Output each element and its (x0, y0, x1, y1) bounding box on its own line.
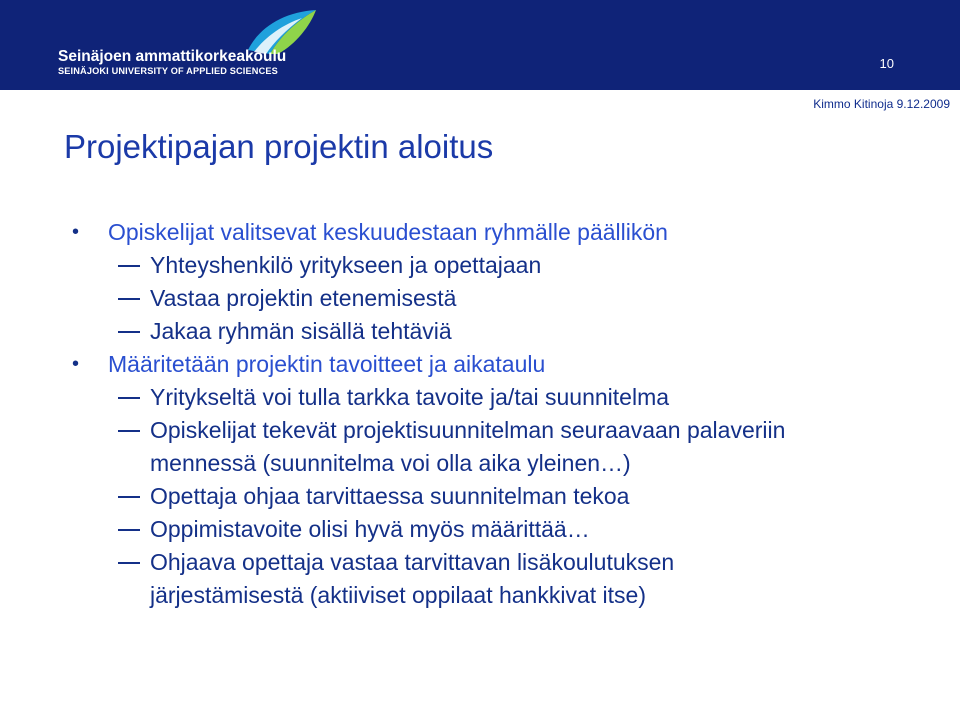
sub-bullet-text: Yhteyshenkilö yritykseen ja opettajaan (150, 252, 542, 278)
dash-icon (118, 397, 140, 399)
sub-bullet-item (0, 381, 960, 414)
sub-bullet-item (0, 249, 960, 282)
sub-bullet-item (0, 282, 960, 315)
sub-bullet-text: Ohjaava opettaja vastaa tarvittavan lisäkoulutuksen (150, 549, 675, 575)
sub-bullet-text: Oppimistavoite olisi hyvä myös määrittää… (150, 516, 590, 542)
bullet-text: Opiskelijat valitsevat keskuudestaan ryhmälle päällikön (108, 219, 668, 245)
slide-content (0, 216, 960, 612)
bullet-item (0, 216, 960, 249)
sub-bullet-item (0, 480, 960, 513)
bullet-item (0, 348, 960, 381)
sub-bullet-text: Opettaja ohjaa tarvittaessa suunnitelman tekoa (150, 483, 630, 509)
dash-icon (118, 430, 140, 432)
sub-bullet-item (0, 546, 960, 612)
bullet-dot-icon: • (72, 353, 80, 375)
sub-bullet-text: Opiskelijat tekevät projektisuunnitelman seuraavaan palaveriin (150, 417, 786, 443)
sub-bullet-text-continued: mennessä (suunnitelma voi olla aika yleinen…) (150, 450, 631, 476)
sub-bullet-item (0, 414, 960, 480)
sub-bullet-text: Yritykseltä voi tulla tarkka tavoite ja/tai suunnitelma (150, 384, 670, 410)
author-date: Kimmo Kitinoja 9.12.2009 (813, 97, 950, 111)
dash-icon (118, 562, 140, 564)
dash-icon (118, 331, 140, 333)
dash-icon (118, 265, 140, 267)
bullet-dot-icon: • (72, 221, 80, 243)
sub-bullet-text-continued: järjestämisestä (aktiiviset oppilaat hankkivat itse) (150, 582, 646, 608)
university-name: Seinäjoen ammattikorkeakoulu (58, 48, 287, 65)
sub-bullet-text: Jakaa ryhmän sisällä tehtäviä (150, 318, 452, 344)
header-bar (0, 0, 960, 90)
university-subtitle: SEINÄJOKI UNIVERSITY OF APPLIED SCIENCES (58, 66, 278, 76)
sub-bullet-item (0, 513, 960, 546)
sub-bullet-text: Vastaa projektin etenemisestä (150, 285, 457, 311)
dash-icon (118, 496, 140, 498)
bullet-text: Määritetään projektin tavoitteet ja aikataulu (108, 351, 546, 377)
page-number: 10 (879, 56, 894, 71)
dash-icon (118, 298, 140, 300)
dash-icon (118, 529, 140, 531)
slide-title: Projektipajan projektin aloitus (64, 128, 494, 165)
sub-bullet-item (0, 315, 960, 348)
